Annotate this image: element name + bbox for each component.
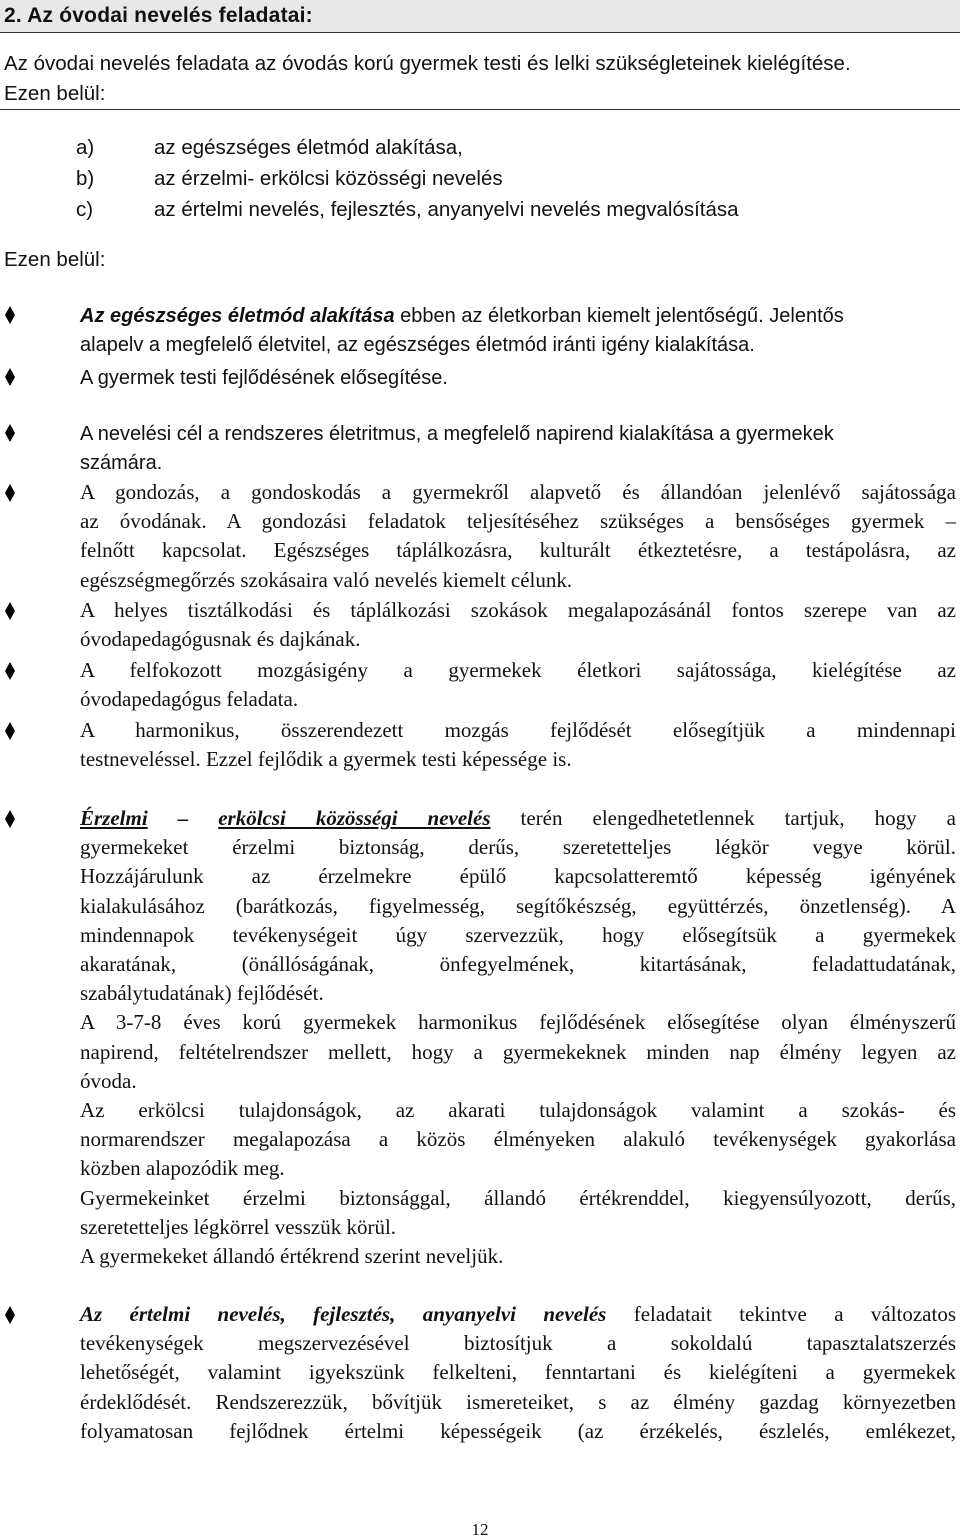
diamond-bullet-icon: [5, 484, 15, 502]
bullet-text: szabálytudatának) fejlődését.: [80, 981, 324, 1006]
intro-rule: [0, 109, 960, 110]
paragraph-text: A 3-7-8 éves korú gyermekek harmonikus fejlődésének elősegítése olyan élményszerű: [80, 1010, 956, 1035]
bullet-physical-development: [80, 364, 956, 393]
bullet-text: óvodapedagógusnak és dajkának.: [80, 627, 361, 652]
bullet-text: kialakulásához (barátkozás, figyelmesség, segítőkészség, együttérzés, önzetlenség). A: [80, 893, 956, 918]
diamond-bullet-icon: [5, 602, 15, 620]
bullet-text: Hozzájárulunk az érzelmekre épülő kapcsolatteremtő képesség igényének: [80, 864, 956, 889]
bullet-text: tevékenységek megszervezésével biztosítjuk a sokoldalú tapasztalatszerzés: [80, 1331, 956, 1356]
paragraph-text: normarendszer megalapozása a közös élményeken alakuló tevékenységek gyakorlása: [80, 1127, 956, 1152]
ezen-belul-label-1: Ezen belül:: [4, 82, 106, 105]
bullet-text: A helyes tisztálkodási és táplálkozási szokások megalapozásánál fontos szerepe van az: [80, 598, 956, 622]
task-list: [76, 136, 739, 229]
page-number: 12: [471, 1520, 489, 1539]
paragraph-text: óvoda.: [80, 1068, 137, 1093]
bullet-text: A gondozás, a gondoskodás a gyermekről alapvető és állandóan jelenlévő sajátossága: [80, 480, 956, 504]
paragraph-text: Az erkölcsi tulajdonságok, az akarati tulajdonságok valamint a szokás- és: [80, 1098, 956, 1123]
task-item-b: [76, 167, 739, 198]
diamond-bullet-icon: [5, 722, 15, 740]
bullet-text: alapelv a megfelelő életvitel, az egészséges életmód iránti igény kialakítása.: [80, 334, 755, 356]
bullet-movement-need: [80, 656, 956, 714]
bullet-healthy-lifestyle: [80, 302, 956, 360]
bullet-emotional-moral-education: [80, 804, 956, 1271]
task-item-a: [76, 136, 739, 167]
paragraph-text: Gyermekeinket érzelmi biztonsággal, állandó értékrenddel, kiegyensúlyozott, derűs,: [80, 1185, 956, 1210]
task-text: az értelmi nevelés, fejlesztés, anyanyelvi nevelés megvalósítása: [154, 198, 739, 221]
section-heading: 2. Az óvodai nevelés feladatai:: [4, 4, 313, 27]
bullet-intellectual-education: [80, 1300, 956, 1446]
bullet-text: testneveléssel. Ezzel fejlődik a gyermek testi képessége is.: [80, 747, 572, 772]
bullet-title: erkölcsi közösségi nevelés: [218, 806, 491, 830]
task-item-c: [76, 198, 739, 229]
bullet-text: A felfokozott mozgásigény a gyermekek életkori sajátossága, kielégítése az: [80, 658, 956, 682]
bullet-text: feladatait tekintve a változatos: [606, 1302, 957, 1326]
bullet-title: Az értelmi nevelés, fejlesztés, anyanyelvi nevelés: [80, 1302, 607, 1326]
task-marker: c): [76, 198, 94, 221]
ezen-belul-label-2: Ezen belül:: [4, 248, 106, 271]
bullet-text: az óvodának. A gondozási feladatok teljesítéséhez szükséges a bensőséges gyermek –: [80, 509, 956, 534]
bullet-text: A nevelési cél a rendszeres életritmus, a megfelelő napirend kialakítása a gyermekek: [80, 423, 834, 445]
diamond-bullet-icon: [5, 1306, 15, 1324]
diamond-bullet-icon: [5, 424, 15, 442]
bullet-daily-routine: [80, 420, 956, 478]
task-marker: a): [76, 136, 95, 159]
bullet-text: felnőtt kapcsolat. Egészséges táplálkozásra, kulturált étkeztetésre, a testápolásra, az: [80, 538, 956, 563]
bullet-text: A gyermek testi fejlődésének elősegítése.: [80, 367, 448, 389]
bullet-text: érdeklődését. Rendszerezzük, bővítjük ismereteiket, s az élmény gazdag környezetben: [80, 1389, 956, 1414]
paragraph-text: napirend, feltételrendszer mellett, hogy a gyermekeknek minden nap élmény legyen az: [80, 1039, 956, 1064]
bullet-care: [80, 478, 956, 595]
paragraph-text: közben alapozódik meg.: [80, 1156, 285, 1181]
diamond-bullet-icon: [5, 368, 15, 386]
bullet-text: számára.: [80, 452, 163, 474]
task-text: az érzelmi- erkölcsi közösségi nevelés: [154, 167, 503, 190]
bullet-text: óvodapedagógus feladata.: [80, 687, 299, 712]
diamond-bullet-icon: [5, 810, 15, 828]
diamond-bullet-icon: [5, 306, 15, 324]
task-marker: b): [76, 167, 95, 190]
bullet-harmonic-movement: [80, 716, 956, 774]
bullet-text: lehetőségét, valamint igyekszünk felkelteni, fenntartani és kielégíteni a gyermekek: [80, 1360, 956, 1385]
bullet-text: gyermekeket érzelmi biztonság, derűs, szeretetteljes légkör vegye körül.: [80, 835, 956, 860]
bullet-text: ebben az életkorban kiemelt jelentőségű. Jelentős: [394, 305, 844, 327]
diamond-bullet-icon: [5, 662, 15, 680]
bullet-title: Érzelmi: [80, 806, 148, 830]
bullet-text: egészségmegőrzés szokásaira való nevelés kiemelt célunk.: [80, 567, 573, 592]
paragraph-text: szeretetteljes légkörrel vesszük körül.: [80, 1214, 397, 1239]
paragraph-text: A gyermekeket állandó értékrend szerint neveljük.: [80, 1244, 504, 1269]
bullet-hygiene-habits: [80, 596, 956, 654]
bullet-text: terén elengedhetetlennek tartjuk, hogy a: [490, 806, 956, 830]
intro-text: Az óvodai nevelés feladata az óvodás korú gyermek testi és lelki szükségleteinek kielégítése.: [4, 52, 851, 75]
bullet-title-dash: –: [147, 806, 219, 830]
bullet-text: A harmonikus, összerendezett mozgás fejlődését elősegítjük a mindennapi: [80, 718, 956, 742]
bullet-text: mindennapok tevékenységeit úgy szervezzük, hogy elősegítsük a gyermekek: [80, 922, 956, 947]
task-text: az egészséges életmód alakítása,: [154, 136, 463, 159]
bullet-text: folyamatosan fejlődnek értelmi képességeik (az érzékelés, észlelés, emlékezet,: [80, 1418, 956, 1443]
bullet-title: Az egészséges életmód alakítása: [80, 305, 395, 327]
heading-underline: [0, 32, 960, 33]
bullet-text: akaratának, (önállóságának, önfegyelmének, kitartásának, feladattudatának,: [80, 952, 956, 977]
